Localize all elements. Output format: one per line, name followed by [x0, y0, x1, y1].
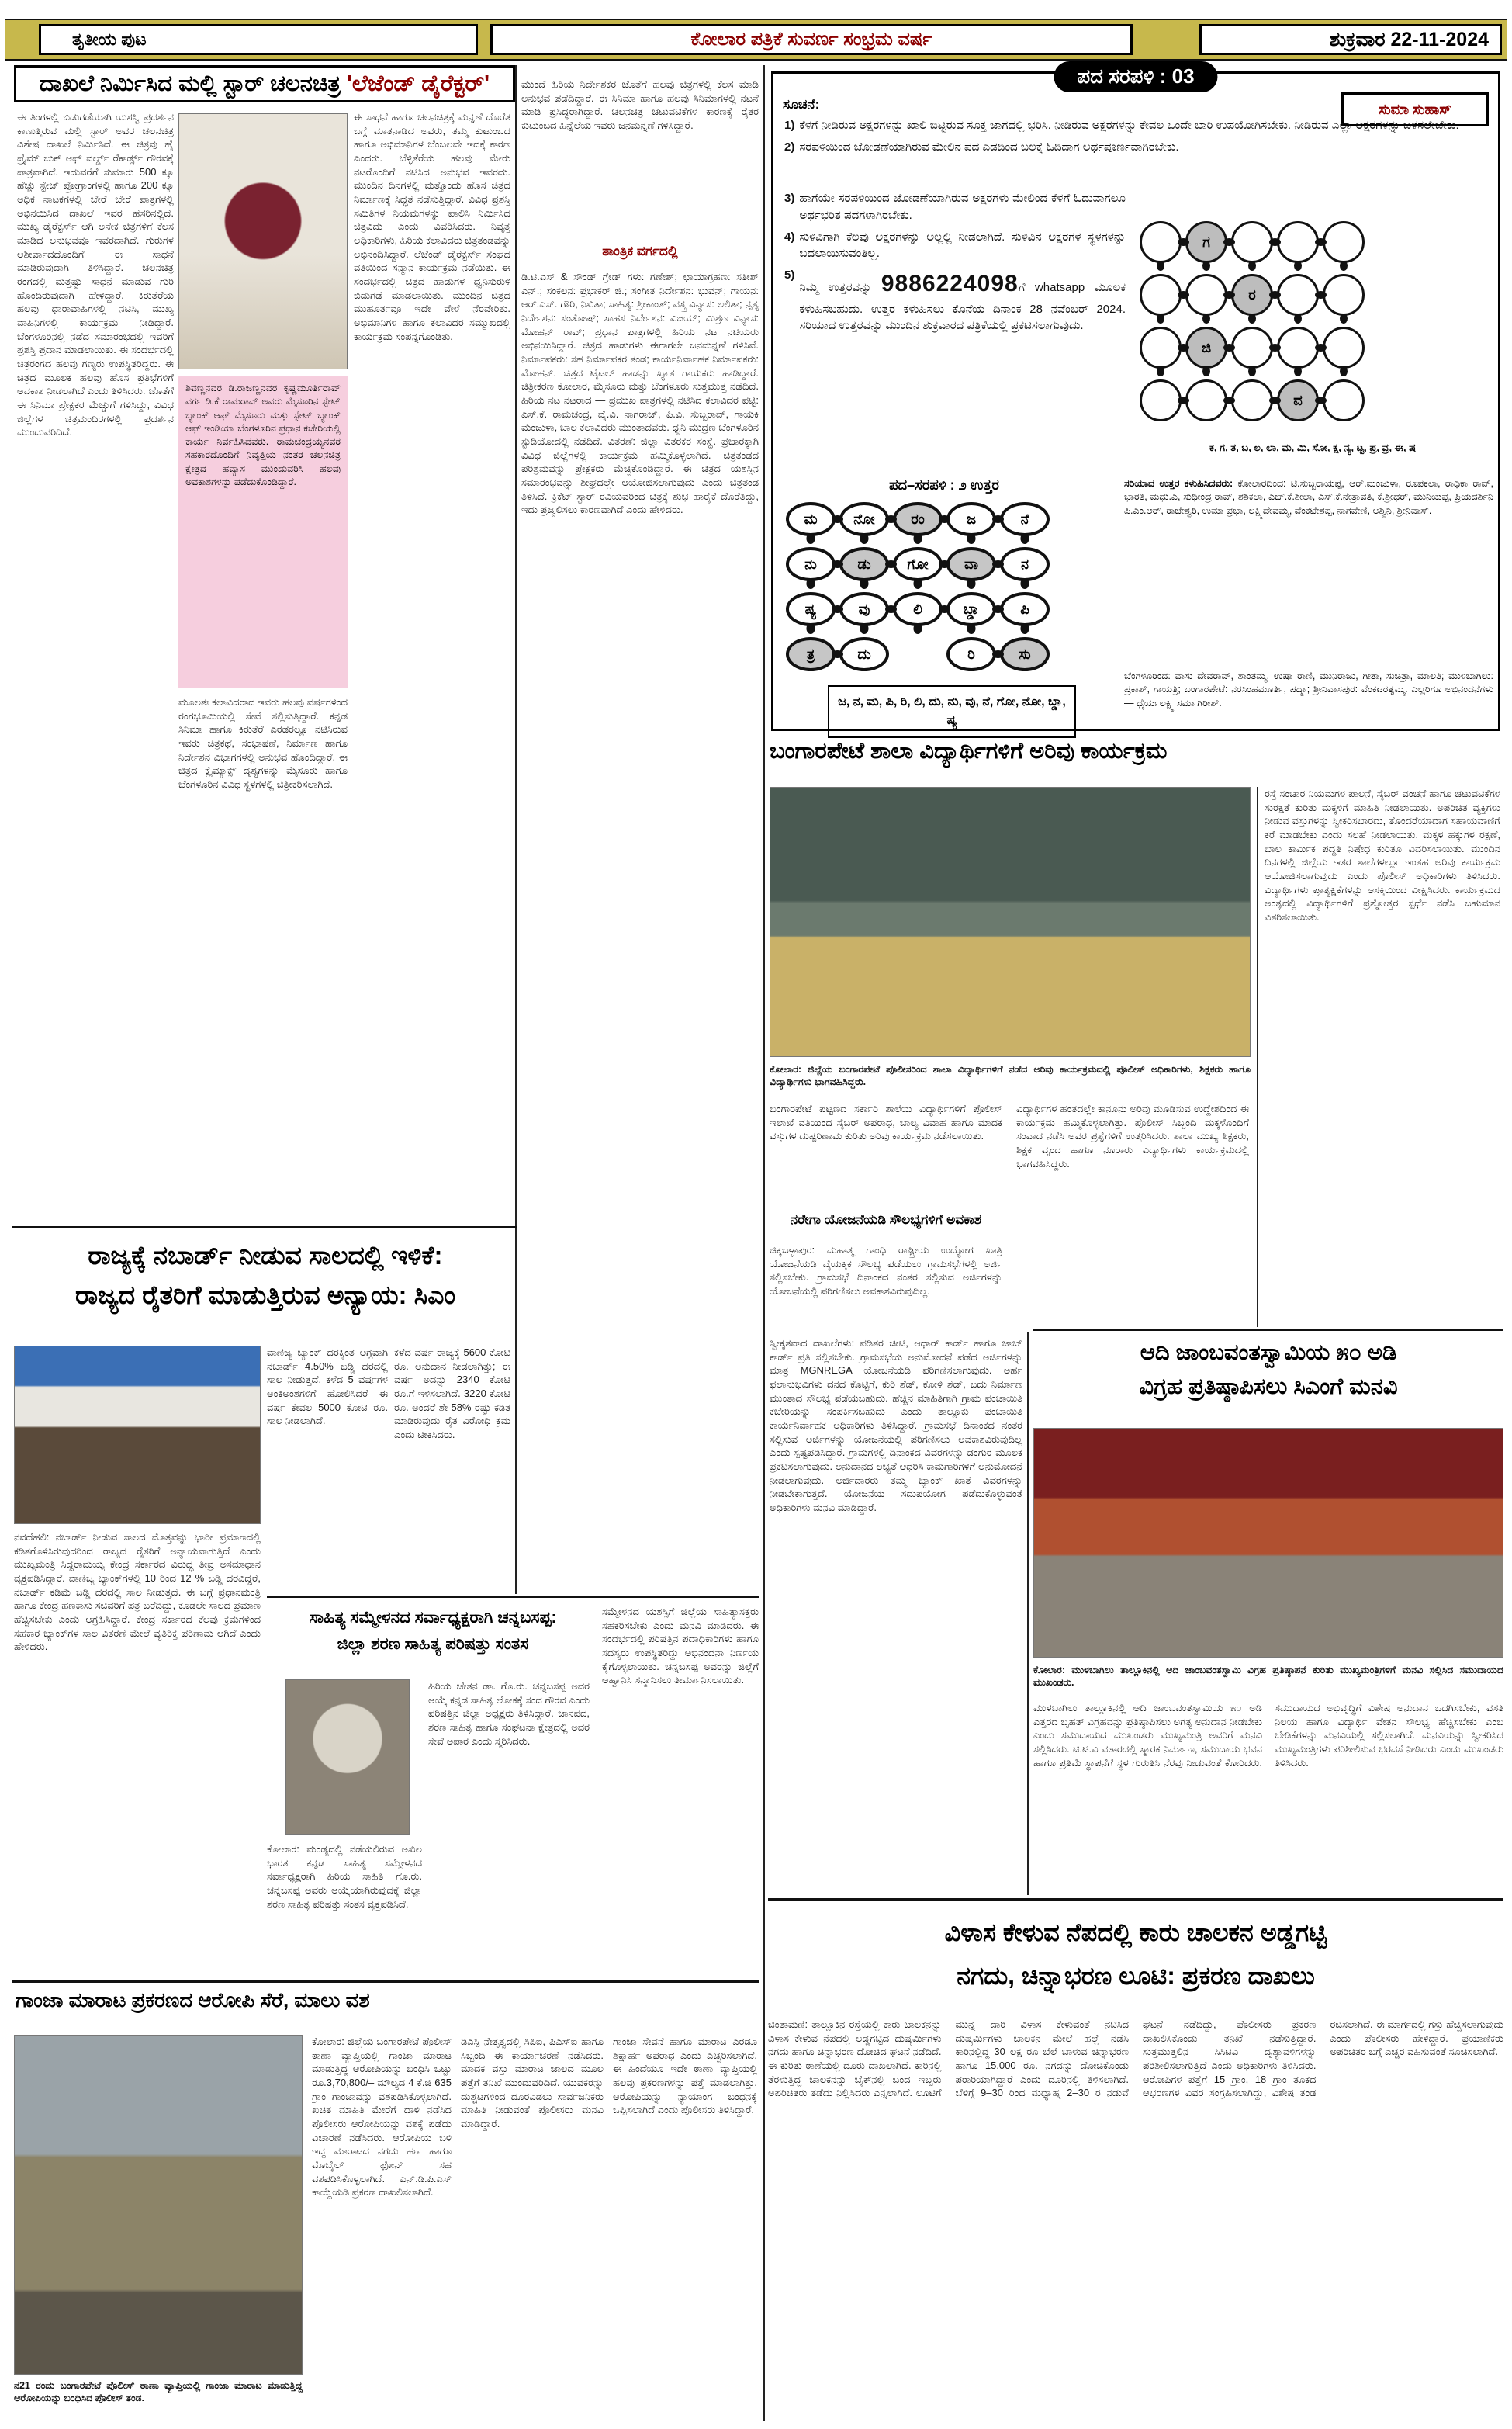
chain-connector-dot	[1223, 238, 1235, 246]
whatsapp-number: 9886224098	[881, 271, 1019, 296]
nabard-col3: ಕಳೆದ ವರ್ಷ ರಾಜ್ಯಕ್ಕೆ 5600 ಕೋಟಿ ರೂ. ಅನುದಾನ ನೀಡಲಾಗಿತ್ತು; ಈ ವರ್ಷ ಅದನ್ನು 2340 ಕೋಟಿ ರೂ.ಗೆ ಇಳಿಸಲಾಗಿದೆ. 3220 ಕೋಟಿ ರೂ. ಅಂದರೆ ಶೇ 58% ರಷ್ಟು ಕಡಿತ ಮಾಡಿರುವುದು ರೈತ ವಿರೋಧಿ ಕ್ರಮ ಎಂದು ಟೀಕಿಸಿದರು.	[394, 1346, 510, 1441]
column-rule-4	[1027, 1332, 1029, 1895]
adi-top-rule	[1033, 1329, 1503, 1331]
instruction-5-post: ಗೆ whatsapp ಮೂಲಕ ಕಳುಹಿಸಬಹುದು. ಉತ್ತರ ಕಳುಹಿಸಲು ಕೊನೆಯ ದಿನಾಂಕ 28 ನವೆಂಬರ್ 2024. ಸರಿಯಾದ ಉತ್ತರವನ್ನು ಮುಂದಿನ ಶುಕ್ರವಾರದ ಪತ್ರಿಕೆಯಲ್ಲಿ ಪ್ರಕಟಿಸಲಾಗುವುದು.	[799, 281, 1126, 333]
instruction-2-text: ಸರಪಳಿಯಿಂದ ಜೋಡಣೆಯಾಗಿರುವ ಮೇಲಿನ ಪದ ಎಡದಿಂದ ಬಲಕ್ಕೆ ಓದಿದಾಗ ಅರ್ಥಪೂರ್ಣವಾಗಿರಬೇಕು.	[799, 140, 1179, 154]
chain-connector-dot	[1269, 291, 1281, 299]
puzzle-cell: ವು	[839, 592, 889, 626]
ganja-body-1: ಕೋಲಾರ: ಜಿಲ್ಲೆಯ ಬಂಗಾರಪೇಟೆ ಪೊಲೀಸ್ ಠಾಣಾ ವ್ಯಾಪ್ತಿಯಲ್ಲಿ ಗಾಂಜಾ ಮಾರಾಟ ಮಾಡುತ್ತಿದ್ದ ಆರೋಪಿಯನ್ನು ಬಂಧಿಸಿ ಒಟ್ಟು ರೂ.3,70,800/– ಮೌಲ್ಯದ 4 ಕೆ.ಜಿ 635 ಗ್ರಾಂ ಗಾಂಜಾವನ್ನು ವಶಪಡಿಸಿಕೊಳ್ಳಲಾಗಿದೆ.	[312, 2036, 452, 2102]
puzzle-cell	[1277, 274, 1319, 316]
ganja-col2: ಡಿಎಸ್ಪಿ ನೇತೃತ್ವದಲ್ಲಿ ಸಿಪಿಐ, ಪಿಎಸ್ಐ ಹಾಗೂ ಸಿಬ್ಬಂದಿ ಈ ಕಾರ್ಯಾಚರಣೆ ನಡೆಸಿದರು. ಮಾದಕ ವಸ್ತು ಮಾರಾಟ ಜಾಲದ ಮೂಲ ಪತ್ತೆಗೆ ತನಿಖೆ ಮುಂದುವರಿದಿದೆ. ಯುವಕರನ್ನು ದುಶ್ಚಟಗಳಿಂದ ದೂರವಿಡಲು ಸಾರ್ವಜನಿಕರು ಮಾಹಿತಿ ನೀಡುವಂತೆ ಪೊಲೀಸರು ಮನವಿ ಮಾಡಿದ್ದಾರೆ.	[461, 2036, 604, 2130]
puzzle-cell	[1323, 327, 1365, 369]
instruction-4-text: ಸುಳಿವಿಗಾಗಿ ಕೆಲವು ಅಕ್ಷರಗಳನ್ನು ಅಲ್ಲಲ್ಲಿ ನೀಡಲಾಗಿದೆ. ಸುಳಿವಿನ ಅಕ್ಷರಗಳ ಸ್ಥಳಗಳನ್ನು ಬದಲಾಯಿಸುವಂತಿಲ್ಲ.	[799, 230, 1126, 261]
adi-headline-line2: ವಿಗ್ರಹ ಪ್ರತಿಷ್ಠಾಪಿಸಲು ಸಿಎಂಗೆ ಮನವಿ	[1139, 1374, 1398, 1399]
malli-headline-box	[14, 65, 515, 102]
chain-connector-dot	[1315, 291, 1327, 299]
ganja-top-rule	[12, 1980, 759, 1983]
narega-subhead: ನರೇಗಾ ಯೋಜನೆಯಡಿ ಸೌಲಭ್ಯಗಳಿಗೆ ಅವಕಾಶ	[790, 1212, 982, 1227]
puzzle-cell	[1185, 379, 1227, 421]
answer-grid	[786, 502, 1112, 682]
vilasa-headline-line1: ವಿಳಾಸ ಕೇಳುವ ನೆಪದಲ್ಲಿ ಕಾರು ಚಾಲಕನ ಅಡ್ಡಗಟ್ಟಿ	[944, 1918, 1327, 1946]
chain-connector-dot	[1178, 238, 1189, 246]
chain-connector-dot	[1178, 291, 1189, 299]
puzzle-cell	[1140, 221, 1182, 263]
vilasa-body-3: ಬೆಳಿಗ್ಗೆ 9–30 ರಿಂದ ಮಧ್ಯಾಹ್ನ 2–30 ರ ನಡುವೆ ಘಟನೆ ನಡೆದಿದ್ದು, ಪೊಲೀಸರು ಪ್ರಕರಣ ದಾಖಲಿಸಿಕೊಂಡು ತನಿಖೆ ನಡೆಸುತ್ತಿದ್ದಾರೆ. ಸುತ್ತಮುತ್ತಲಿನ ಸಿಸಿಟಿವಿ ದೃಶ್ಯಾವಳಿಗಳನ್ನು ಪರಿಶೀಲಿಸಲಾಗುತ್ತಿದೆ ಎಂದು ಅಧಿಕಾರಿಗಳು ತಿಳಿಸಿದರು.	[955, 2018, 1317, 2099]
puzzle-cell: ಪಿ	[1000, 592, 1050, 626]
ganja-caption: ನ21 ರಂದು ಬಂಗಾರಪೇಟೆ ಪೊಲೀಸ್ ಠಾಣಾ ವ್ಯಾಪ್ತಿಯಲ್ಲಿ ಗಾಂಜಾ ಮಾರಾಟ ಮಾಡುತ್ತಿದ್ದ ಆರೋಪಿಯನ್ನು ಬಂಧಿಸಿದ ಪೊಲೀಸ್ ತಂಡ.	[14, 2380, 303, 2404]
puzzle-cell: ಸು	[1000, 637, 1050, 671]
winners-list	[1124, 477, 1493, 676]
instruction-1-num: 1)	[784, 119, 795, 132]
instruction-5	[784, 267, 1126, 334]
puzzle-cell: ರಿ	[946, 637, 996, 671]
instruction-2-num: 2)	[784, 140, 795, 154]
chain-connector-dot	[992, 560, 1004, 568]
puzzle-cell	[1140, 327, 1182, 369]
adi-photo	[1033, 1428, 1503, 1658]
puzzle-cell: ಮ	[786, 502, 836, 536]
instruction-5-text	[799, 267, 1126, 334]
chain-connector-dot	[885, 515, 897, 523]
puzzle-row	[786, 502, 1112, 536]
sahitya-headline	[267, 1605, 599, 1657]
chain-connector-dot	[939, 560, 950, 568]
chain-connector-dot	[832, 650, 843, 658]
vilasa-body-2: ಲೂಟಿಗೆ ಮುನ್ನ ದಾರಿ ವಿಳಾಸ ಕೇಳುವಂತೆ ನಟಿಸಿದ ದುಷ್ಕರ್ಮಿಗಳು ಚಾಲಕನ ಮೇಲೆ ಹಲ್ಲೆ ನಡೆಸಿ ಕಾರಿನಲ್ಲಿದ್ದ 30 ಲಕ್ಷ ರೂ ಬೆಲೆ ಬಾಳುವ ಚಿನ್ನಾಭರಣ ಹಾಗೂ 15,000 ರೂ. ನಗದನ್ನು ದೋಚಿಕೊಂಡು ಪರಾರಿಯಾಗಿದ್ದಾರೆ ಎಂದು ದೂರಿನಲ್ಲಿ ತಿಳಿಸಲಾಗಿದೆ.	[915, 2018, 1129, 2099]
chain-letters-line: ಕ, ಗ, ತ, ಬ, ಲ, ಲಾ, ಮ, ಮಿ, ಸೋ, ಕ್ಷ, ನ್ಯ, ಟ್ಟ, ಪ್ರ, ವ್ರ, ಈ, ಷ	[1209, 442, 1417, 453]
puzzle-cell	[1140, 274, 1182, 316]
bangarpet-caption: ಕೋಲಾರ: ಜಿಲ್ಲೆಯ ಬಂಗಾರಪೇಟೆ ಪೊಲೀಸರಿಂದ ಶಾಲಾ ವಿದ್ಯಾರ್ಥಿಗಳಿಗೆ ನಡೆದ ಅರಿವು ಕಾರ್ಯಕ್ರಮದಲ್ಲಿ ಪೊಲೀಸ್ ಅಧಿಕಾರಿಗಳು, ಶಿಕ್ಷಕರು ಹಾಗೂ ವಿದ್ಯಾರ್ಥಿಗಳು ಭಾಗವಹಿಸಿದ್ದರು.	[770, 1064, 1251, 1088]
vilasa-headline-line2: ನಗದು, ಚಿನ್ನಾಭರಣ ಲೂಟಿ: ಪ್ರಕರಣ ದಾಖಲು	[957, 1962, 1315, 1990]
column-rule-3	[1257, 787, 1258, 1327]
chain-connector-dot	[1178, 344, 1189, 352]
chain-connector-dot	[1269, 397, 1281, 404]
column-rule-2	[763, 65, 765, 2421]
chain-connector-dot	[939, 605, 950, 613]
bangarpet-col1: ಬಂಗಾರಪೇಟೆ ಪಟ್ಟಣದ ಸರ್ಕಾರಿ ಶಾಲೆಯ ವಿದ್ಯಾರ್ಥಿಗಳಿಗೆ ಪೊಲೀಸ್ ಇಲಾಖೆ ವತಿಯಿಂದ ಸೈಬರ್ ಅಪರಾಧ, ಬಾಲ್ಯ ವಿವಾಹ ಹಾಗೂ ಮಾದಕ ವಸ್ತುಗಳ ದುಷ್ಪರಿಣಾಮ ಕುರಿತು ಅರಿವು ಕಾರ್ಯಕ್ರಮ ನಡೆಸಲಾಯಿತು.	[770, 1103, 1002, 1142]
answer-grid-title: ಪದ–ಸರಪಳಿ : ೨ ಉತ್ತರ	[889, 477, 999, 493]
puzzle-cell: ಗೋ	[893, 547, 943, 581]
malli-award-photo	[178, 113, 348, 369]
vilasa-body-1: ಚಿಂತಾಮಣಿ: ತಾಲ್ಲೂಕಿನ ರಸ್ತೆಯಲ್ಲಿ ಕಾರು ಚಾಲಕನನ್ನು ವಿಳಾಸ ಕೇಳುವ ನೆಪದಲ್ಲಿ ಅಡ್ಡಗಟ್ಟಿದ ದುಷ್ಕರ್ಮಿಗಳು ನಗದು ಹಾಗೂ ಚಿನ್ನಾಭರಣ ದೋಚಿದ ಘಟನೆ ನಡೆದಿದೆ. ಈ ಕುರಿತು ಠಾಣೆಯಲ್ಲಿ ದೂರು ದಾಖಲಾಗಿದೆ. ಕಾರಿನಲ್ಲಿ ತೆರಳುತ್ತಿದ್ದ ಚಾಲಕನನ್ನು ಬೈಕ್‌ನಲ್ಲಿ ಬಂದ ಇಬ್ಬರು ಅಪರಿಚಿತರು ತಡೆದು ನಿಲ್ಲಿಸಿದರು ಎನ್ನಲಾಗಿದೆ.	[768, 2018, 942, 2099]
chain-connector-dot	[1178, 397, 1189, 404]
puzzle-cell: ರ	[1231, 274, 1273, 316]
adi-caption: ಕೋಲಾರ: ಮುಳಬಾಗಿಲು ತಾಲ್ಲೂಕಿನಲ್ಲಿ ಆದಿ ಜಾಂಬವಂತಸ್ವಾಮಿ ವಿಗ್ರಹ ಪ್ರತಿಷ್ಠಾಪನೆ ಕುರಿತು ಮುಖ್ಯಮಂತ್ರಿಗಳಿಗೆ ಮನವಿ ಸಲ್ಲಿಸಿದ ಸಮುದಾಯದ ಮುಖಂಡರು.	[1033, 1665, 1503, 1689]
ganja-headline: ಗಾಂಜಾ ಮಾರಾಟ ಪ್ರಕರಣದ ಆರೋಪಿ ಸೆರೆ, ಮಾಲು ವಶ	[16, 1988, 370, 2011]
nabard-photo	[14, 1346, 261, 1524]
tech-body: ಡಿ.ಟಿ.ಎಸ್ & ಸೌಂಡ್ ಗ್ರೇಡ್ ಗಳು: ಗಣೇಶ್; ಛಾಯಾಗ್ರಹಣ: ಸತೀಶ್ ಎನ್.; ಸಂಕಲನ: ಪ್ರಭಾಕರ್ ಜಿ.; ಸಂಗೀತ ನಿರ್ದೇಶನ: ಭುವನ್; ಗಾಯನ: ಆರ್.ಎಸ್. ಗೌರಿ, ನಿಖಿತಾ; ಸಾಹಿತ್ಯ: ಶ್ರೀಕಾಂತ್; ವಸ್ತ್ರ ವಿನ್ಯಾಸ: ಲಲಿತಾ; ನೃತ್ಯ ನಿರ್ದೇಶನ: ಸಂತೋಷ್; ಸಾಹಸ ನಿರ್ದೇಶನ: ವಿಜಯ್; ಮಿಶ್ರಣ ವಿನ್ಯಾಸ: ಮೋಹನ್ ರಾವ್; ಪ್ರಧಾನ ಪಾತ್ರಗಳಲ್ಲಿ ಹಿರಿಯ ನಟ ನಟಿಯರು ಅಭಿನಯಿಸಿದ್ದಾರೆ. ಚಿತ್ರದ ಹಾಡುಗಳು ಈಗಾಗಲೇ ಜನಮನ್ನಣೆ ಗಳಿಸಿವೆ. ನಿರ್ಮಾಪಕರು: ಸಹ ನಿರ್ಮಾಪಕರ ತಂಡ; ಕಾರ್ಯನಿರ್ವಾಹಕ ನಿರ್ಮಾಪಕರು: ಮೋಹನ್. ಚಿತ್ರದ ಟೈಟಲ್ ಹಾಡನ್ನು ಖ್ಯಾತ ಗಾಯಕರು ಹಾಡಿದ್ದಾರೆ. ಚಿತ್ರೀಕರಣ ಕೋಲಾರ, ಮೈಸೂರು ಮತ್ತು ಬೆಂಗಳೂರು ಸುತ್ತಮುತ್ತ ನಡೆದಿದೆ. ಹಿರಿಯ ನಟ ನಟರಾದ — ಪ್ರಮುಖ ಪಾತ್ರಗಳಲ್ಲಿ ನಟಿಸಿದ ಕಲಾವಿದರ ಪಟ್ಟಿ: ಎಸ್.ಕೆ. ರಾಮಚಂದ್ರ, ವೈ.ವಿ. ನಾಗರಾಜ್, ಪಿ.ವಿ. ಸುಬ್ಬರಾವ್, ಗಾಯಕಿ ಮಂಜುಳಾ, ಬಾಲ ಕಲಾವಿದರು ಮುಂತಾದವರು. ಧ್ವನಿ ಮುದ್ರಣ ಬೆಂಗಳೂರಿನ ಸ್ಟುಡಿಯೋದಲ್ಲಿ ನಡೆದಿದೆ. ವಿತರಣೆ: ಜಿಲ್ಲಾ ವಿತರಕರ ಸಂಸ್ಥೆ. ಪ್ರಚಾರಕ್ಕಾಗಿ ವಿವಿಧ ಜಿಲ್ಲೆಗಳಲ್ಲಿ ಕಾರ್ಯಕ್ರಮ ಹಮ್ಮಿಕೊಳ್ಳಲಾಗಿದೆ. ಚಿತ್ರತಂಡದ ಪರಿಶ್ರಮವನ್ನು ಪ್ರೇಕ್ಷಕರು ಮೆಚ್ಚಿಕೊಂಡಿದ್ದಾರೆ. ಈ ಚಿತ್ರದ ಯಶಸ್ಸಿನ ಸಮಾರಂಭವನ್ನು ಶೀಘ್ರದಲ್ಲೇ ಆಯೋಜಿಸಲಾಗುವುದು ಎಂದು ಚಿತ್ರತಂಡ ತಿಳಿಸಿದೆ. ಕ್ರಿಕೆಟ್ ಸ್ಟಾರ್ ರವಿಯವರಿಂದ ಚಿತ್ರಕ್ಕೆ ಶುಭ ಹಾರೈಕೆ ದೊರೆತಿದ್ದು, ಇದು ಪ್ರಜ್ವಲಿಸಲು ಕಾರಣವಾಗಿದೆ ಎಂದು ಹೇಳಿದರು.	[521, 271, 759, 516]
adi-headline	[1033, 1336, 1503, 1404]
puzzle-row	[1140, 327, 1493, 369]
nabard-top-rule	[12, 1226, 517, 1228]
puzzle-cell	[1323, 379, 1365, 421]
malli-col-a: ಈ ತಿಂಗಳಲ್ಲಿ ಬಿಡುಗಡೆಯಾಗಿ ಯಶಸ್ವಿ ಪ್ರದರ್ಶನ ಕಾಣುತ್ತಿರುವ ಮಲ್ಲಿ ಸ್ಟಾರ್ ಅವರ ಚಲನಚಿತ್ರ ವಿಶೇಷ ದಾಖಲೆ ನಿರ್ಮಿಸಿದೆ. ಈ ಚಿತ್ರವು ಹೈ ಪ್ರೈಮ್ ಬುಕ್ ಆಫ್ ವರ್ಲ್ಡ್ ರೆಕಾರ್ಡ್ಸ್ ಗೌರವಕ್ಕೆ ಪಾತ್ರವಾಗಿದೆ. ಇದುವರೆಗೆ ಸುಮಾರು 500 ಕ್ಕೂ ಹೆಚ್ಚು ಸ್ಟೇಜ್ ಪ್ರೋಗ್ರಾಂಗಳಲ್ಲಿ ಹಾಗೂ 200 ಕ್ಕೂ ಅಧಿಕ ನಾಟಕಗಳಲ್ಲಿ ಬೇರೆ ಬೇರೆ ಪಾತ್ರಗಳಲ್ಲಿ ಅಭಿನಯಿಸಿದ ದಾಖಲೆ ಇವರ ಹೆಸರಿನಲ್ಲಿದೆ. ಮುಖ್ಯ ಡೈರೆಕ್ಟರ್ಸ್ ಆಗಿ ಅನೇಕ ಚಿತ್ರಗಳಿಗೆ ಕೆಲಸ ಮಾಡಿದ ಅನುಭವವೂ ಇವರದಾಗಿದೆ. ಗುರುಗಳ ಆಶೀರ್ವಾದದೊಂದಿಗೆ ಈ ಸಾಧನೆ ಮಾಡಿರುವುದಾಗಿ ತಿಳಿಸಿದ್ದಾರೆ. ಚಲನಚಿತ್ರ ರಂಗದಲ್ಲಿ ಮತ್ತಷ್ಟು ಸಾಧನೆ ಮಾಡುವ ಗುರಿ ಹೊಂದಿರುವುದಾಗಿ ಹೇಳಿದ್ದಾರೆ. ಕಿರುತೆರೆಯ ಹಲವು ಧಾರಾವಾಹಿಗಳಲ್ಲಿ ನಟಿಸಿ, ಮುಖ್ಯ ವಾಹಿನಿಗಳಲ್ಲಿ ಕಾರ್ಯಕ್ರಮ ನೀಡಿದ್ದಾರೆ. ಬೆಂಗಳೂರಿನಲ್ಲಿ ನಡೆದ ಸಮಾರಂಭದಲ್ಲಿ ಇವರಿಗೆ ಪ್ರಶಸ್ತಿ ಪ್ರದಾನ ಮಾಡಲಾಯಿತು. ಈ ಸಂದರ್ಭದಲ್ಲಿ ಚಿತ್ರರಂಗದ ಹಲವು ಗಣ್ಯರು ಉಪಸ್ಥಿತರಿದ್ದರು. ಈ ಚಿತ್ರದ ಮೂಲಕ ಹಲವು ಹೊಸ ಪ್ರತಿಭೆಗಳಿಗೆ ಅವಕಾಶ ನೀಡಲಾಗಿದೆ ಎಂದು ತಿಳಿಸಿದರು. ಜೊತೆಗೆ ಈ ಸಿನಿಮಾ ಪ್ರೇಕ್ಷಕರ ಮೆಚ್ಚುಗೆ ಗಳಿಸಿದ್ದು, ವಿವಿಧ ಜಿಲ್ಲೆಗಳ ಚಿತ್ರಮಂದಿರಗಳಲ್ಲಿ ಪ್ರದರ್ಶನ ಮುಂದುವರಿದಿದೆ.	[17, 111, 174, 438]
malli-headline-black: ದಾಖಲೆ ನಿರ್ಮಿಸಿದ ಮಲ್ಲಿ ಸ್ಟಾರ್ ಚಲನಚಿತ್ರ	[39, 71, 348, 96]
date-box	[1199, 24, 1502, 55]
instruction-3	[784, 190, 1126, 224]
chain-connector-dot	[1315, 238, 1327, 246]
winners-names: ಕೋಲಾರದಿಂದ: ಟಿ.ಸುಬ್ಬರಾಯಪ್ಪ, ಆರ್.ಮಂಜುಳಾ, ರೂಪಕಲಾ, ರಾಧಿಕಾ ರಾವ್, ಭಾರತಿ, ಮಧು.ಎ, ಸುಧೀಂದ್ರ ರಾವ್, ಶಶಿಕಲಾ, ಎಚ್.ಕೆ.ಶೀಲಾ, ಎಸ್.ಕೆ.ನೇತ್ರಾವತಿ, ಕೆ.ಶ್ರೀಧರ್, ಮುನಿಯಪ್ಪ, ಪ್ರಿಯದರ್ಶಿನಿ ಪಿ.ಎಂ.ಆರ್, ರಾಜೇಶ್ವರಿ, ಉಮಾ ಪ್ರಭಾ, ಲಕ್ಷ್ಮಿದೇವಮ್ಮ, ವೆಂಕಟೇಶಪ್ಪ, ನಾಗವೇಣಿ, ಅಶ್ವಿನಿ, ಶ್ರೀನಿವಾಸ್.	[1124, 478, 1493, 516]
puzzle-cell: ಷ್ಯ	[786, 592, 836, 626]
sahitya-col3: ಸಮ್ಮೇಳನದ ಯಶಸ್ಸಿಗೆ ಜಿಲ್ಲೆಯ ಸಾಹಿತ್ಯಾಸಕ್ತರು ಸಹಕರಿಸಬೇಕು ಎಂದು ಮನವಿ ಮಾಡಿದರು. ಈ ಸಂದರ್ಭದಲ್ಲಿ ಪರಿಷತ್ತಿನ ಪದಾಧಿಕಾರಿಗಳು ಹಾಗೂ ಸದಸ್ಯರು ಉಪಸ್ಥಿತರಿದ್ದು ಅಭಿನಂದನಾ ನಿರ್ಣಯ ಕೈಗೊಳ್ಳಲಾಯಿತು. ಚನ್ನಬಸಪ್ಪ ಅವರನ್ನು ಜಿಲ್ಲೆಗೆ ಆಹ್ವಾನಿಸಿ ಸನ್ಮಾನಿಸಲು ತೀರ್ಮಾನಿಸಲಾಯಿತು.	[602, 1606, 759, 1686]
sahitya-headline-line1: ಸಾಹಿತ್ಯ ಸಮ್ಮೇಳನದ ಸರ್ವಾಧ್ಯಕ್ಷರಾಗಿ ಚನ್ನಬಸಪ್ಪ:	[309, 1609, 557, 1627]
puzzle-cell	[1231, 379, 1273, 421]
puzzle-cell: ಗ	[1185, 221, 1227, 263]
chain-connector-dot	[992, 650, 1004, 658]
bangarpet-photo	[770, 787, 1251, 1057]
ganja-col1	[312, 2035, 452, 2420]
chain-connector-dot	[1269, 238, 1281, 246]
puzzle-cell: ಡು	[839, 547, 889, 581]
puzzle-cell	[1231, 221, 1273, 263]
puzzle-cell	[1231, 327, 1273, 369]
page-label: ತೃತೀಯ ಪುಟ	[72, 29, 147, 49]
adi-body-2: ಟಿ.ಟಿ.ವಿ ವಠಾರದಲ್ಲಿ ಸ್ಮಾರಕ ನಿರ್ಮಾಣ, ಸಮುದಾಯ ಭವನ ಹಾಗೂ ಪ್ರತಿಮೆ ಸ್ಥಾಪನೆಗೆ ಸ್ಥಳ ಗುರುತಿಸಿ ನೆರವು ನೀಡುವಂತೆ ಕೋರಿದರು. ಸಮುದಾಯದ ಅಭಿವೃದ್ಧಿಗೆ ವಿಶೇಷ ಅನುದಾನ ಒದಗಿಸಬೇಕು, ವಸತಿ ನಿಲಯ ಹಾಗೂ ವಿದ್ಯಾರ್ಥಿ ವೇತನ ಸೌಲಭ್ಯ ಹೆಚ್ಚಿಸಬೇಕು ಎಂಬ ಬೇಡಿಕೆಗಳನ್ನು ಮನವಿಯಲ್ಲಿ ಸಲ್ಲಿಸಲಾಗಿದೆ. ಮನವಿಯನ್ನು ಸ್ವೀಕರಿಸಿದ ಮುಖ್ಯಮಂತ್ರಿಗಳು ಪರಿಶೀಲಿಸುವ ಭರವಸೆ ನೀಡಿದರು ಎಂದು ಮುಖಂಡರು ತಿಳಿಸಿದರು.	[1033, 1702, 1503, 1769]
nabard-headline	[12, 1235, 518, 1315]
puzzle-chain-diagram	[1140, 221, 1493, 432]
bangarpet-headline: ಬಂಗಾರಪೇಟೆ ಶಾಲಾ ವಿದ್ಯಾರ್ಥಿಗಳಿಗೆ ಅರಿವು ಕಾರ್ಯಕ್ರಮ	[770, 739, 1168, 764]
puzzle-cell: ನೋ	[839, 502, 889, 536]
malli-col-c: ಈ ಸಾಧನೆ ಹಾಗೂ ಚಲನಚಿತ್ರಕ್ಕೆ ಮನ್ನಣೆ ದೊರೆತ ಬಗ್ಗೆ ಮಾತನಾಡಿದ ಅವರು, ತಮ್ಮ ಕುಟುಂಬದ ಹಾಗೂ ಅಭಿಮಾನಿಗಳ ಬೆಂಬಲವೇ ಇದಕ್ಕೆ ಕಾರಣ ಎಂದರು. ಬೆಳ್ಳಿತೆರೆಯ ಹಲವು ಮೇರು ನಟರೊಂದಿಗೆ ನಟಿಸಿದ ಅನುಭವ ಇವರದು. ಮುಂದಿನ ದಿನಗಳಲ್ಲಿ ಮತ್ತೊಂದು ಹೊಸ ಚಿತ್ರದ ನಿರ್ಮಾಣಕ್ಕೆ ಸಿದ್ಧತೆ ನಡೆಸುತ್ತಿದ್ದಾರೆ. ವಿವಿಧ ಪ್ರಶಸ್ತಿ ಸಮಿತಿಗಳ ನಿಯಮಗಳನ್ನು ಪಾಲಿಸಿ ನಿರ್ಮಿಸಿದ ಚಿತ್ರವಿದು ಎಂದು ವಿವರಿಸಿದರು. ನಿವೃತ್ತ ಅಧಿಕಾರಿಗಳು, ಹಿರಿಯ ಕಲಾವಿದರು ಚಿತ್ರತಂಡವನ್ನು ಅಭಿನಂದಿಸಿದ್ದಾರೆ. ಲೆಜೆಂಡ್ ಡೈರೆಕ್ಟರ್ಸ್ ಸಂಘದ ವತಿಯಿಂದ ಸನ್ಮಾನ ಕಾರ್ಯಕ್ರಮ ನಡೆಯಿತು. ಈ ಸಂದರ್ಭದಲ್ಲಿ ಚಿತ್ರದ ಹಾಡುಗಳ ಧ್ವನಿಸುರುಳಿ ಬಿಡುಗಡೆ ಮಾಡಲಾಯಿತು. ಮುಂದಿನ ಚಿತ್ರದ ಮುಹೂರ್ತವೂ ಇದೇ ವೇಳೆ ನೆರವೇರಿತು. ಅಭಿಮಾನಿಗಳ ಹಾಗೂ ಕಲಾವಿದರ ಸಮ್ಮುಖದಲ್ಲಿ ಕಾರ್ಯಕ್ರಮ ಸಂಪನ್ನಗೊಂಡಿತು.	[354, 111, 510, 342]
chain-connector-dot	[939, 515, 950, 523]
puzzle-cell: ಜ	[946, 502, 996, 536]
puzzle-row	[1140, 379, 1493, 421]
puzzle-cell	[1277, 327, 1319, 369]
instruction-2	[784, 139, 1487, 156]
puzzle-row	[786, 547, 1112, 581]
nabard-headline-line2: ರಾಜ್ಯದ ರೈತರಿಗೆ ಮಾಡುತ್ತಿರುವ ಅನ್ಯಾಯ: ಸಿಎಂ	[74, 1280, 456, 1310]
nabard-col1: ನವದೆಹಲಿ: ನಬಾರ್ಡ್ ನೀಡುವ ಸಾಲದ ಮೊತ್ತವನ್ನು ಭಾರೀ ಪ್ರಮಾಣದಲ್ಲಿ ಕಡಿತಗೊಳಿಸಿರುವುದರಿಂದ ರಾಜ್ಯದ ರೈತರಿಗೆ ಅನ್ಯಾಯವಾಗುತ್ತಿದೆ ಎಂದು ಮುಖ್ಯಮಂತ್ರಿ ಸಿದ್ದರಾಮಯ್ಯ ಕೇಂದ್ರ ಸರ್ಕಾರದ ವಿರುದ್ಧ ತೀವ್ರ ಅಸಮಾಧಾನ ವ್ಯಕ್ತಪಡಿಸಿದ್ದಾರೆ. ವಾಣಿಜ್ಯ ಬ್ಯಾಂಕ್‌ಗಳಲ್ಲಿ 10 ರಿಂದ 12 % ಬಡ್ಡಿ ದರವಿದ್ದರೆ, ನಬಾರ್ಡ್ ಕಡಿಮೆ ಬಡ್ಡಿ ದರದಲ್ಲಿ ಸಾಲ ನೀಡುತ್ತದೆ. ಈ ಬಗ್ಗೆ ಪ್ರಧಾನಮಂತ್ರಿ ಹಾಗೂ ಕೇಂದ್ರ ಹಣಕಾಸು ಸಚಿವರಿಗೆ ಪತ್ರ ಬರೆದಿದ್ದು, ಕೂಡಲೇ ಸಾಲದ ಪ್ರಮಾಣ ಹೆಚ್ಚಿಸಬೇಕು ಎಂದು ಆಗ್ರಹಿಸಿದ್ದಾರೆ. ಕೇಂದ್ರ ಸರ್ಕಾರದ ಕೆಲವು ಕ್ರಮಗಳಿಂದ ಸಹಕಾರ ಬ್ಯಾಂಕ್‌ಗಳ ಸಾಲ ವಿತರಣೆ ಮೇಲೆ ವ್ಯತಿರಿಕ್ತ ಪರಿಣಾಮ ಆಗಿದೆ ಎಂದು ಹೇಳಿದರು.	[14, 1531, 261, 1653]
instruction-1-text: ಕೆಳಗೆ ನೀಡಿರುವ ಅಕ್ಷರಗಳನ್ನು ಖಾಲಿ ಬಿಟ್ಟಿರುವ ಸೂಕ್ತ ಜಾಗದಲ್ಲಿ ಭರಿಸಿ. ನೀಡಿರುವ ಅಕ್ಷರಗಳನ್ನು ಕೇವಲ ಒಂದೇ ಬಾರಿ ಉಪಯೋಗಿಸಬೇಕು. ನೀಡಿರುವ ಎಲ್ಲಾ ಅಕ್ಷರಗಳನ್ನು ಬಳಸಲೇಬೇಕು.	[799, 119, 1459, 132]
chain-connector-dot	[992, 515, 1004, 523]
chain-connector-dot	[832, 560, 843, 568]
chain-connector-dot	[832, 605, 843, 613]
adi-body	[1033, 1701, 1503, 1895]
puzzle-cell: ವಾ	[946, 547, 996, 581]
instruction-5-pre: ನಿಮ್ಮ ಉತ್ತರವನ್ನು	[799, 281, 881, 294]
malli-col-b: ಮೂಲತಃ ಕಲಾವಿದರಾದ ಇವರು ಹಲವು ವರ್ಷಗಳಿಂದ ರಂಗಭೂಮಿಯಲ್ಲಿ ಸೇವೆ ಸಲ್ಲಿಸುತ್ತಿದ್ದಾರೆ. ಕನ್ನಡ ಸಿನಿಮಾ ಹಾಗೂ ಕಿರುತೆರೆ ಎರಡರಲ್ಲೂ ನಟಿಸಿರುವ ಇವರು ಚಿತ್ರಕಥೆ, ಸಂಭಾಷಣೆ, ನಿರ್ಮಾಣ ಹಾಗೂ ನಿರ್ದೇಶನ ವಿಭಾಗಗಳಲ್ಲಿ ಅನುಭವ ಹೊಂದಿದ್ದಾರೆ. ಈ ಚಿತ್ರದ ಕ್ಲೈಮ್ಯಾಕ್ಸ್ ದೃಶ್ಯಗಳನ್ನು ಮೈಸೂರು ಹಾಗೂ ಬೆಂಗಳೂರಿನ ವಿವಿಧ ಸ್ಥಳಗಳಲ್ಲಿ ಚಿತ್ರೀಕರಿಸಲಾಗಿದೆ.	[178, 696, 348, 791]
puzzle-cell: ನು	[786, 547, 836, 581]
adi-body-1: ಮುಳಬಾಗಿಲು ತಾಲ್ಲೂಕಿನಲ್ಲಿ ಆದಿ ಜಾಂಬವಂತಸ್ವಾಮಿಯ ೫೦ ಅಡಿ ಎತ್ತರದ ಬೃಹತ್ ವಿಗ್ರಹವನ್ನು ಪ್ರತಿಷ್ಠಾಪಿಸಲು ಅಗತ್ಯ ಅನುದಾನ ನೀಡಬೇಕು ಎಂದು ಸಮುದಾಯದ ಮುಖಂಡರು ಮುಖ್ಯಮಂತ್ರಿ ಅವರಿಗೆ ಮನವಿ ಸಲ್ಲಿಸಿದರು.	[1033, 1702, 1262, 1755]
narega-body: ಸ್ವೀಕೃತವಾದ ದಾಖಲೆಗಳು: ಪಡಿತರ ಚೀಟಿ, ಆಧಾರ್ ಕಾರ್ಡ್ ಹಾಗೂ ಜಾಬ್ ಕಾರ್ಡ್ ಪ್ರತಿ ಸಲ್ಲಿಸಬೇಕು. ಗ್ರಾಮಸಭೆಯ ಅನುಮೋದನೆ ಪಡೆದ ಅರ್ಜಿಗಳನ್ನು ಮಾತ್ರ MGNREGA ಯೋಜನೆಯಡಿ ಪರಿಗಣಿಸಲಾಗುವುದು. ಅರ್ಹ ಫಲಾನುಭವಿಗಳು ದನದ ಕೊಟ್ಟಿಗೆ, ಕುರಿ ಶೆಡ್, ಕೋಳಿ ಶೆಡ್, ಬದು ನಿರ್ಮಾಣ ಮುಂತಾದ ಸೌಲಭ್ಯ ಪಡೆಯಬಹುದು. ಹೆಚ್ಚಿನ ಮಾಹಿತಿಗಾಗಿ ಗ್ರಾಮ ಪಂಚಾಯಿತಿ ಕಚೇರಿಯನ್ನು ಸಂಪರ್ಕಿಸಬಹುದು ಎಂದು ತಾಲ್ಲೂಕು ಪಂಚಾಯಿತಿ ಕಾರ್ಯನಿರ್ವಾಹಕ ಅಧಿಕಾರಿಗಳು ತಿಳಿಸಿದ್ದಾರೆ. ಗ್ರಾಮಸಭೆ ದಿನಾಂಕದ ನಂತರ ಸಲ್ಲಿಸುವ ಅರ್ಜಿಗಳನ್ನು ಯೋಜನೆಯಲ್ಲಿ ಪರಿಗಣಿಸಲು ಅವಕಾಶವಿರುವುದಿಲ್ಲ ಎಂದು ಸ್ಪಷ್ಟಪಡಿಸಿದ್ದಾರೆ. ಗ್ರಾಮಗಳಲ್ಲಿ ದಿನಾಂಕದ ವಿವರಗಳನ್ನು ಡಂಗುರ ಮೂಲಕ ಪ್ರಕಟಿಸಲಾಗುವುದು. ಅನುದಾನದ ಲಭ್ಯತೆ ಆಧರಿಸಿ ಕಾಮಗಾರಿಗಳಿಗೆ ಅನುಮೋದನೆ ನೀಡಲಾಗುವುದು. ಅರ್ಜಿದಾರರು ತಮ್ಮ ಬ್ಯಾಂಕ್ ಖಾತೆ ವಿವರಗಳನ್ನು ನೀಡಬೇಕಾಗುತ್ತದೆ. ಯೋಜನೆಯ ಸದುಪಯೋಗ ಪಡೆದುಕೊಳ್ಳುವಂತೆ ಅಧಿಕಾರಿಗಳು ಮನವಿ ಮಾಡಿದ್ದಾರೆ.	[770, 1337, 1022, 1514]
adi-headline-line1: ಆದಿ ಜಾಂಬವಂತಸ್ವಾಮಿಯ ೫೦ ಅಡಿ	[1140, 1340, 1397, 1365]
vilasa-body-4: ಆರೋಪಿಗಳ ಪತ್ತೆಗೆ 15 ಗ್ರಾಂ, 18 ಗ್ರಾಂ ತೂಕದ ಆಭರಣಗಳ ವಿವರ ಸಂಗ್ರಹಿಸಲಾಗಿದ್ದು, ವಿಶೇಷ ತಂಡ ರಚಿಸಲಾಗಿದೆ. ಈ ಮಾರ್ಗದಲ್ಲಿ ಗಸ್ತು ಹೆಚ್ಚಿಸಲಾಗುವುದು ಎಂದು ಪೊಲೀಸರು ಹೇಳಿದ್ದಾರೆ. ಪ್ರಯಾಣಿಕರು ಅಪರಿಚಿತರ ಬಗ್ಗೆ ಎಚ್ಚರ ವಹಿಸುವಂತೆ ಸೂಚಿಸಲಾಗಿದೆ.	[1143, 2018, 1503, 2099]
puzzle-cell: ಲಿ	[893, 592, 943, 626]
ganja-col3: ಗಾಂಜಾ ಸೇವನೆ ಹಾಗೂ ಮಾರಾಟ ಎರಡೂ ಶಿಕ್ಷಾರ್ಹ ಅಪರಾಧ ಎಂದು ಎಚ್ಚರಿಸಲಾಗಿದೆ. ಈ ಹಿಂದೆಯೂ ಇದೇ ಠಾಣಾ ವ್ಯಾಪ್ತಿಯಲ್ಲಿ ಹಲವು ಪ್ರಕರಣಗಳನ್ನು ಪತ್ತೆ ಮಾಡಲಾಗಿತ್ತು. ಆರೋಪಿಯನ್ನು ನ್ಯಾಯಾಂಗ ಬಂಧನಕ್ಕೆ ಒಪ್ಪಿಸಲಾಗಿದೆ ಎಂದು ಪೊಲೀಸರು ತಿಳಿಸಿದ್ದಾರೆ.	[613, 2036, 757, 2116]
bangarpet-right-col: ರಸ್ತೆ ಸಂಚಾರ ನಿಯಮಗಳ ಪಾಲನೆ, ಸೈಬರ್ ವಂಚನೆ ಹಾಗೂ ಚಟುವಟಿಕೆಗಳ ಸುರಕ್ಷತೆ ಕುರಿತು ಮಕ್ಕಳಿಗೆ ಮಾಹಿತಿ ನೀಡಲಾಯಿತು. ಅಪರಿಚಿತ ವ್ಯಕ್ತಿಗಳು ನೀಡುವ ವಸ್ತುಗಳನ್ನು ಸ್ವೀಕರಿಸಬಾರದು, ತೊಂದರೆಯಾದಾಗ ಸಹಾಯವಾಣಿಗೆ ಕರೆ ಮಾಡಬೇಕು ಎಂದು ಸಲಹೆ ನೀಡಲಾಯಿತು. ಮಕ್ಕಳ ಹಕ್ಕುಗಳ ರಕ್ಷಣೆ, ಬಾಲ ಕಾರ್ಮಿಕ ಪದ್ಧತಿ ನಿಷೇಧ ಕುರಿತೂ ವಿವರಿಸಲಾಯಿತು. ಮುಂದಿನ ದಿನಗಳಲ್ಲಿ ಜಿಲ್ಲೆಯ ಇತರ ಶಾಲೆಗಳಲ್ಲೂ ಇಂತಹ ಅರಿವು ಕಾರ್ಯಕ್ರಮ ಆಯೋಜಿಸಲಾಗುವುದು ಎಂದು ಪೊಲೀಸ್ ಅಧಿಕಾರಿಗಳು ತಿಳಿಸಿದರು. ವಿದ್ಯಾರ್ಥಿಗಳು ಪ್ರಾತ್ಯಕ್ಷಿಕೆಗಳನ್ನು ಆಸಕ್ತಿಯಿಂದ ವೀಕ್ಷಿಸಿದರು. ಕಾರ್ಯಕ್ರಮದ ಅಂತ್ಯದಲ್ಲಿ ವಿದ್ಯಾರ್ಥಿಗಳಿಗೆ ಪ್ರಶ್ನೋತ್ತರ ಸ್ಪರ್ಧೆ ನಡೆಸಿ ಬಹುಮಾನ ವಿತರಿಸಲಾಯಿತು.	[1265, 788, 1500, 923]
puzzle-cell	[1277, 221, 1319, 263]
instruction-4	[784, 229, 1126, 263]
puzzle-cell: ರಂ	[893, 502, 943, 536]
nabard-col2: ವಾಣಿಜ್ಯ ಬ್ಯಾಂಕ್ ದರಕ್ಕಿಂತ ಅಗ್ಗವಾಗಿ ನಬಾರ್ಡ್ 4.50% ಬಡ್ಡಿ ದರದಲ್ಲಿ ಸಾಲ ನೀಡುತ್ತದೆ. ಕಳೆದ 5 ವರ್ಷಗಳ ಅಂಕಿಅಂಶಗಳಿಗೆ ಹೋಲಿಸಿದರೆ ಈ ವರ್ಷ ಕೇವಲ 5000 ಕೋಟಿ ರೂ. ಸಾಲ ನೀಡಲಾಗಿದೆ.	[267, 1346, 388, 1427]
chain-connector-dot	[885, 605, 897, 613]
masthead-center-box	[490, 24, 1133, 55]
ganja-body-2: ಖಚಿತ ಮಾಹಿತಿ ಮೇರೆಗೆ ದಾಳಿ ನಡೆಸಿದ ಪೊಲೀಸರು ಆರೋಪಿಯನ್ನು ವಶಕ್ಕೆ ಪಡೆದು ವಿಚಾರಣೆ ನಡೆಸಿದರು. ಆರೋಪಿಯ ಬಳಿ ಇದ್ದ ಮಾರಾಟದ ನಗದು ಹಣ ಹಾಗೂ ಮೊಬೈಲ್ ಫೋನ್ ಸಹ ವಶಪಡಿಸಿಕೊಳ್ಳಲಾಗಿದೆ. ಎನ್.ಡಿ.ಪಿ.ಎಸ್ ಕಾಯ್ದೆಯಡಿ ಪ್ರಕರಣ ದಾಖಲಿಸಲಾಗಿದೆ.	[312, 2104, 452, 2199]
vilasa-top-rule	[768, 1898, 1503, 1901]
sahitya-top-rule	[267, 1596, 759, 1598]
masthead-title: ಕೋಲಾರ ಪತ್ರಿಕೆ ಸುವರ್ಣ ಸಂಭ್ರಮ ವರ್ಷ	[690, 29, 932, 50]
puzzle-title-pill: ಪದ ಸರಪಳಿ : 03	[1054, 61, 1217, 92]
puzzle-cell: ತ್ರ	[786, 637, 836, 671]
malli-highlight-box: ಶಿವಣ್ಣನವರ ಡಿ.ರಾಜಣ್ಣನವರ ಕೃಷ್ಣಮೂರ್ತಿರಾವ್ ವರ್ಗ ಡಿ.ಕೆ ರಾಮರಾವ್ ಅವರು ಮೈಸೂರಿನ ಸ್ಟೇಟ್ ಬ್ಯಾಂಕ್ ಆಫ್ ಮೈಸೂರು ಮತ್ತು ಸ್ಟೇಟ್ ಬ್ಯಾಂಕ್ ಆಫ್ ಇಂಡಿಯಾ ಬೆಂಗಳೂರಿನ ಪ್ರಧಾನ ಕಚೇರಿಯಲ್ಲಿ ಕಾರ್ಯ ನಿರ್ವಹಿಸಿದವರು. ರಾಮಚಂದ್ರಯ್ಯನವರ ಸಹಕಾರದೊಂದಿಗೆ ನಿವೃತ್ತಿಯ ನಂತರ ಚಲನಚಿತ್ರ ಕ್ಷೇತ್ರದ ಹವ್ಯಾಸ ಮುಂದುವರಿಸಿ ಹಲವು ಅವಕಾಶಗಳನ್ನು ಪಡೆದುಕೊಂಡಿದ್ದಾರೆ.	[178, 376, 348, 688]
puzzle-row	[786, 637, 1112, 671]
puzzle-cell: ನ	[1000, 547, 1050, 581]
instruction-1	[784, 117, 1487, 134]
puzzle-cell: ಜಿ	[1185, 327, 1227, 369]
page-label-box	[39, 24, 478, 55]
bangarpet-col2: ವಿದ್ಯಾರ್ಥಿಗಳ ಹಂತದಲ್ಲೇ ಕಾನೂನು ಅರಿವು ಮೂಡಿಸುವ ಉದ್ದೇಶದಿಂದ ಈ ಕಾರ್ಯಕ್ರಮ ಹಮ್ಮಿಕೊಳ್ಳಲಾಗಿತ್ತು. ಪೊಲೀಸ್ ಸಿಬ್ಬಂದಿ ಮಕ್ಕಳೊಂದಿಗೆ ಸಂವಾದ ನಡೆಸಿ ಅವರ ಪ್ರಶ್ನೆಗಳಿಗೆ ಉತ್ತರಿಸಿದರು. ಶಾಲಾ ಮುಖ್ಯ ಶಿಕ್ಷಕರು, ಶಿಕ್ಷಕ ವೃಂದ ಹಾಗೂ ನೂರಾರು ವಿದ್ಯಾರ್ಥಿಗಳು ಕಾರ್ಯಕ್ರಮದಲ್ಲಿ ಭಾಗವಹಿಸಿದ್ದರು.	[1016, 1103, 1249, 1169]
puzzle-cell: ನೆ	[1000, 502, 1050, 536]
malli-headline	[40, 71, 490, 97]
winners-label: ಸರಿಯಾದ ಉತ್ತರ ಕಳುಹಿಸಿದವರು:	[1124, 478, 1233, 489]
puzzle-cell: ಬ್ಡಾ	[946, 592, 996, 626]
puzzle-instructions-lower	[784, 190, 1126, 339]
vilasa-headline	[768, 1911, 1503, 1998]
vilasa-body	[768, 2018, 1503, 2417]
sahitya-col2: ಹಿರಿಯ ಚೇತನ ಡಾ. ಗೊ.ರು. ಚನ್ನಬಸಪ್ಪ ಅವರ ಆಯ್ಕೆ ಕನ್ನಡ ಸಾಹಿತ್ಯ ಲೋಕಕ್ಕೆ ಸಂದ ಗೌರವ ಎಂದು ಪರಿಷತ್ತಿನ ಜಿಲ್ಲಾ ಅಧ್ಯಕ್ಷರು ತಿಳಿಸಿದ್ದಾರೆ. ಜಾನಪದ, ಶರಣ ಸಾಹಿತ್ಯ ಹಾಗೂ ಸಂಘಟನಾ ಕ್ಷೇತ್ರದಲ್ಲಿ ಅವರ ಸೇವೆ ಅಪಾರ ಎಂದು ಸ್ಮರಿಸಿದರು.	[428, 1680, 590, 1747]
sahitya-portrait-photo	[285, 1679, 410, 1835]
tech-intro: ಮುಂದೆ ಹಿರಿಯ ನಿರ್ದೇಶಕರ ಜೊತೆಗೆ ಹಲವು ಚಿತ್ರಗಳಲ್ಲಿ ಕೆಲಸ ಮಾಡಿ ಅನುಭವ ಪಡೆದಿದ್ದಾರೆ. ಈ ಸಿನಿಮಾ ಹಾಗೂ ಹಲವು ಸಿನಿಮಾಗಳಲ್ಲಿ ನಟನೆ ಮಾಡಿ ಪ್ರಸಿದ್ಧರಾಗಿದ್ದಾರೆ. ಚಲನಚಿತ್ರ ಚಟುವಟಿಕೆಗಳ ಕಾರಣಕ್ಕೆ ರೈತರ ಕುಟುಂಬದ ಹಿನ್ನೆಲೆಯ ಇವರು ಜನಮನ್ನಣೆ ಗಳಿಸಿದ್ದಾರೆ.	[521, 78, 759, 132]
puzzle-cell: ದು	[839, 637, 889, 671]
chain-connector-dot	[992, 605, 1004, 613]
puzzle-row	[786, 592, 1112, 626]
chain-connector-dot	[1315, 397, 1327, 404]
chain-connector-dot	[1315, 344, 1327, 352]
narega-intro: ಚಿಕ್ಕಬಳ್ಳಾಪುರ: ಮಹಾತ್ಮ ಗಾಂಧಿ ರಾಷ್ಟ್ರೀಯ ಉದ್ಯೋಗ ಖಾತ್ರಿ ಯೋಜನೆಯಡಿ ವೈಯಕ್ತಿಕ ಸೌಲಭ್ಯ ಪಡೆಯಲು ಗ್ರಾಮಸಭೆಗಳಲ್ಲಿ ಅರ್ಜಿ ಸಲ್ಲಿಸಬೇಕು. ಗ್ರಾಮಸಭೆ ದಿನಾಂಕದ ನಂತರ ಸಲ್ಲಿಸುವ ಅರ್ಜಿಗಳನ್ನು ಯೋಜನೆಯಲ್ಲಿ ಪರಿಗಣಿಸಲು ಅವಕಾಶವಿರುವುದಿಲ್ಲ.	[770, 1244, 1002, 1298]
instruction-3-num: 3)	[784, 192, 795, 205]
nabard-headline-line1: ರಾಜ್ಯಕ್ಕೆ ನಬಾರ್ಡ್ ನೀಡುವ ಸಾಲದಲ್ಲಿ ಇಳಿಕೆ:	[88, 1241, 443, 1270]
tech-subhead: ತಾಂತ್ರಿಕ ವರ್ಗದಲ್ಲಿ	[602, 244, 678, 258]
chain-connector-dot	[1269, 344, 1281, 352]
sahitya-headline-line2: ಜಿಲ್ಲಾ ಶರಣ ಸಾಹಿತ್ಯ ಪರಿಷತ್ತು ಸಂತಸ	[337, 1634, 529, 1653]
instruction-3-text: ಹಾಗೆಯೇ ಸರಪಳಿಯಿಂದ ಜೋಡಣೆಯಾಗಿರುವ ಅಕ್ಷರಗಳು ಮೇಲಿಂದ ಕೆಳಗೆ ಓದುವಾಗಲೂ ಅರ್ಥಭರಿತ ಪದಗಳಾಗಿರಬೇಕು.	[799, 192, 1126, 222]
malli-headline-red: 'ಲೆಜೆಂಡ್ ಡೈರೆಕ್ಟರ್'	[347, 71, 490, 96]
ganja-photo	[14, 2035, 303, 2375]
column-rule-1	[515, 65, 517, 1594]
sahitya-col1: ಕೋಲಾರ: ಮಂಡ್ಯದಲ್ಲಿ ನಡೆಯಲಿರುವ ಅಖಿಲ ಭಾರತ ಕನ್ನಡ ಸಾಹಿತ್ಯ ಸಮ್ಮೇಳನದ ಸರ್ವಾಧ್ಯಕ್ಷರಾಗಿ ಹಿರಿಯ ಸಾಹಿತಿ ಗೊ.ರು. ಚನ್ನಬಸಪ್ಪ ಅವರು ಆಯ್ಕೆಯಾಗಿರುವುದಕ್ಕೆ ಜಿಲ್ಲಾ ಶರಣ ಸಾಹಿತ್ಯ ಪರಿಷತ್ತು ಸಂತಸ ವ್ಯಕ್ತಪಡಿಸಿದೆ.	[267, 1843, 422, 1910]
puzzle-byline-box: ಸುಮಾ ಸುಹಾಸ್	[1341, 92, 1489, 126]
puzzle-cell	[1185, 274, 1227, 316]
puzzle-cell: ವ	[1277, 379, 1319, 421]
given-letters-box: ಜ, ನ, ಮ, ಪಿ, ರಿ, ಲಿ, ದು, ನು, ವು, ನೆ, ಗೋ, ನೋ, ಬ್ಡಾ, ಷ್ಯ	[828, 685, 1076, 738]
chain-connector-dot	[1223, 397, 1235, 404]
puzzle-box	[771, 64, 1500, 731]
issue-date: ಶುಕ್ರವಾರ 22-11-2024	[1329, 28, 1489, 50]
puzzle-instructions	[784, 117, 1487, 161]
winners-more: ಬೆಂಗಳೂರಿಂದ: ವಾಸು ದೇವರಾವ್, ಶಾಂತಮ್ಮ, ಉಷಾ ರಾಣಿ, ಮುನಿರಾಜು, ಗೀತಾ, ಸುಚಿತ್ರಾ, ಮಾಲತಿ; ಮುಳಬಾಗಿಲು: ಪ್ರಕಾಶ್, ಗಾಯತ್ರಿ; ಬಂಗಾರಪೇಟೆ: ನರಸಿಂಹಮೂರ್ತಿ, ಪದ್ಮಾ; ಶ್ರೀನಿವಾಸಪುರ: ವೆಂಕಟರತ್ನಮ್ಮ. ಎಲ್ಲರಿಗೂ ಅಭಿನಂದನೆಗಳು — ಧೈರ್ಯಲಕ್ಷ್ಮಿ ಸಮಾ ಗಿರೀಶ್.	[1124, 670, 1493, 709]
puzzle-note-label: ಸೂಚನೆ:	[783, 97, 820, 112]
puzzle-row	[1140, 274, 1493, 316]
puzzle-row	[1140, 221, 1493, 263]
chain-connector-dot	[832, 515, 843, 523]
puzzle-cell	[1323, 221, 1365, 263]
chain-connector-dot	[885, 560, 897, 568]
chain-connector-dot	[1223, 344, 1235, 352]
instruction-5-num: 5)	[784, 269, 795, 282]
puzzle-cell	[1140, 379, 1182, 421]
puzzle-cell	[1323, 274, 1365, 316]
chain-connector-dot	[1223, 291, 1235, 299]
instruction-4-num: 4)	[784, 230, 795, 244]
